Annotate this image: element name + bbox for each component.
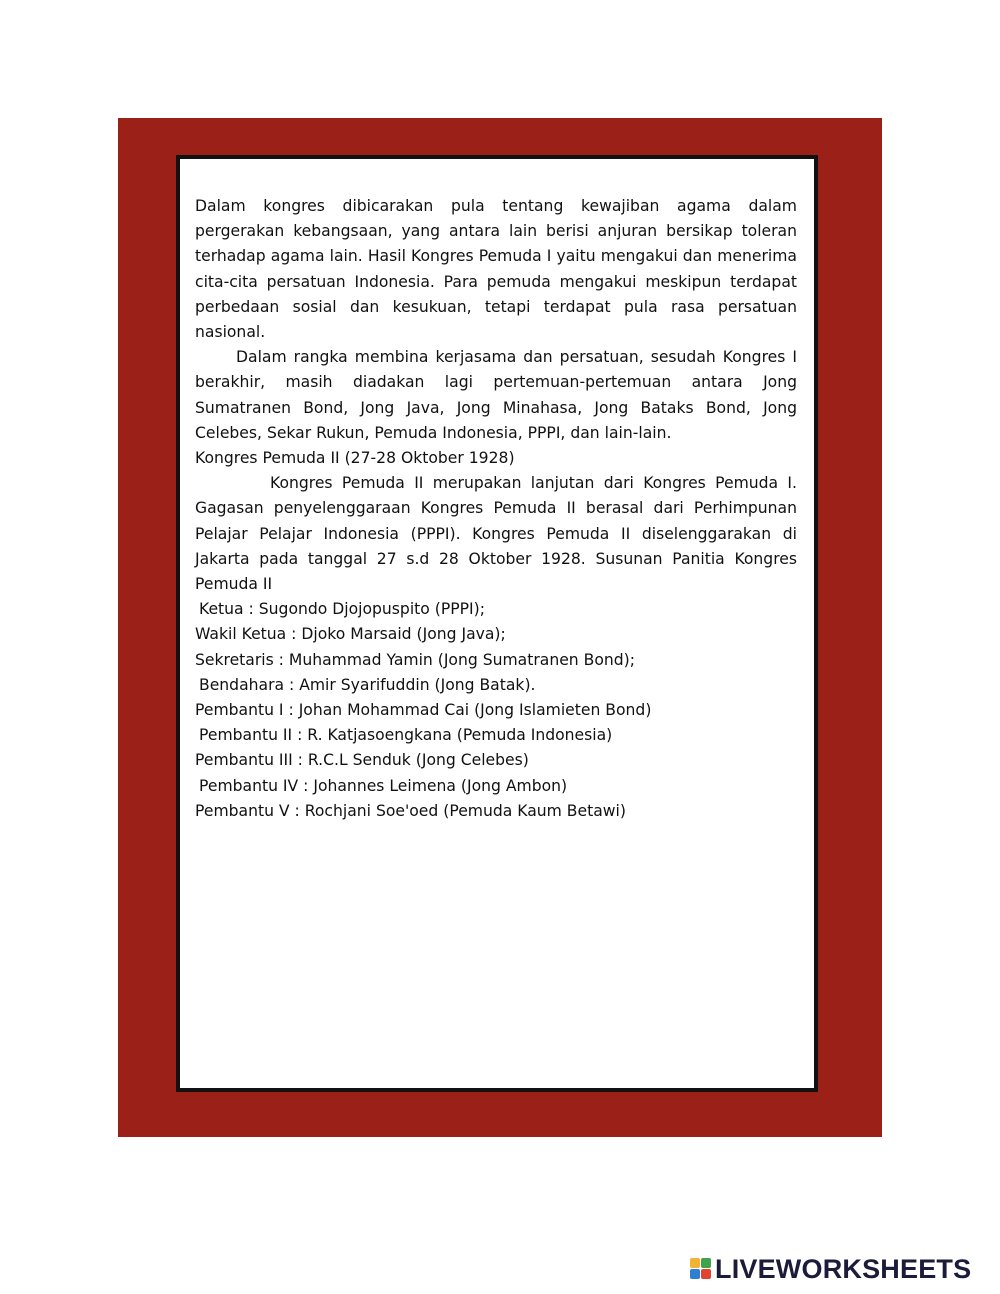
committee-list bbox=[195, 597, 797, 824]
paragraph-3: Kongres Pemuda II merupakan lanjutan dari Kongres Pemuda I. Gagasan penyelenggaraan Kongres Pemuda II berasal dari Perhimpunan Pelajar Pelajar Indonesia (PPPI). Kongres Pemuda II diselenggarakan di Jakarta pada tanggal 27 s.d 28 Oktober 1928. Susunan Panitia Kongres Pemuda II bbox=[195, 474, 797, 594]
committee-item-pembantu-3: Pembantu III : R.C.L Senduk (Jong Celebes) bbox=[195, 751, 529, 770]
worksheet-text bbox=[195, 194, 797, 824]
committee-item-sekretaris: Sekretaris : Muhammad Yamin (Jong Sumatranen Bond); bbox=[195, 650, 635, 669]
committee-item-pembantu-4: Pembantu IV : Johannes Leimena (Jong Ambon) bbox=[199, 776, 568, 795]
committee-item-wakil-ketua: Wakil Ketua : Djoko Marsaid (Jong Java); bbox=[195, 625, 506, 644]
section-heading: Kongres Pemuda II (27-28 Oktober 1928) bbox=[195, 449, 515, 468]
committee-item-pembantu-2: Pembantu II : R. Katjasoengkana (Pemuda Indonesia) bbox=[199, 726, 613, 745]
committee-item-ketua: Ketua : Sugondo Djojopuspito (PPPI); bbox=[199, 600, 485, 619]
committee-item-bendahara: Bendahara : Amir Syarifuddin (Jong Batak). bbox=[199, 675, 536, 694]
committee-item-pembantu-1: Pembantu I : Johan Mohammad Cai (Jong Islamieten Bond) bbox=[195, 701, 652, 720]
committee-item-pembantu-5: Pembantu V : Rochjani Soe'oed (Pemuda Kaum Betawi) bbox=[195, 801, 626, 820]
liveworksheets-brand[interactable] bbox=[690, 1253, 971, 1285]
page-frame bbox=[118, 118, 882, 1137]
worksheet-card bbox=[176, 155, 818, 1092]
liveworksheets-logo-icon bbox=[690, 1258, 712, 1280]
brand-name: LIVEWORKSHEETS bbox=[715, 1253, 972, 1284]
paragraph-1: Dalam kongres dibicarakan pula tentang kewajiban agama dalam pergerakan kebangsaan, yang antara lain berisi anjuran bersikap toleran terhadap agama lain. Hasil Kongres Pemuda I yaitu mengakui dan menerima cita-cita persatuan Indonesia. Para pemuda mengakui meskipun terdapat perbedaan sosial dan kesukuan, tetapi terdapat pula rasa persatuan nasional. bbox=[195, 197, 797, 342]
paragraph-2: Dalam rangka membina kerjasama dan persatuan, sesudah Kongres I berakhir, masih diadakan lagi pertemuan-pertemuan antara Jong Sumatranen Bond, Jong Java, Jong Minahasa, Jong Bataks Bond, Jong Celebes, Sekar Rukun, Pemuda Indonesia, PPPI, dan lain-lain. bbox=[195, 348, 797, 442]
